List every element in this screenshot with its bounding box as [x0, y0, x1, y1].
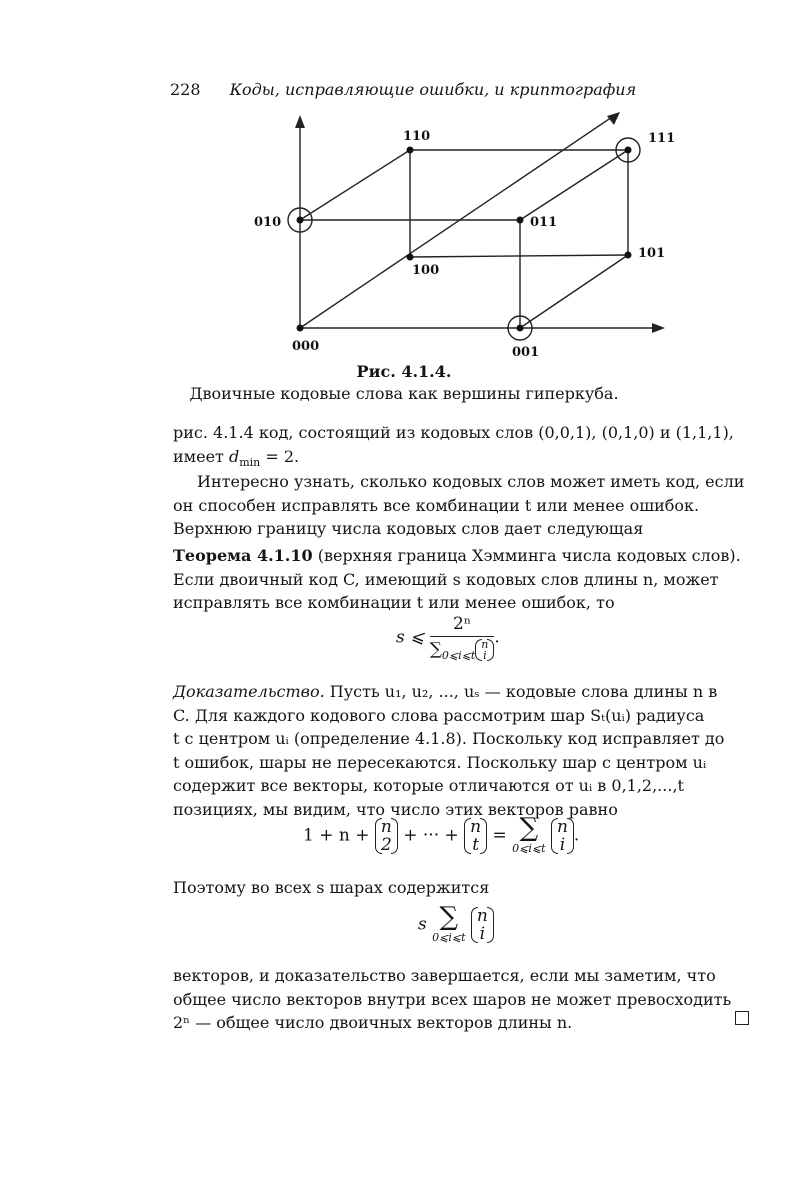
text-line: C. Для каждого кодового слова рассмотрим шар Sₜ(uᵢ) радиуса — [173, 705, 705, 725]
text-line: Поэтому во всех s шарах содержится — [173, 878, 490, 897]
text-line: имеет $d_{min} = 2$. — [173, 446, 300, 469]
vertex-011 — [517, 217, 524, 224]
text-line: рис. 4.1.4 код, состоящий из кодовых слов (0,0,1), (0,1,0) и (1,1,1), — [173, 423, 734, 442]
label-011: 011 — [530, 215, 558, 230]
vertical-axis-arrow — [295, 115, 305, 128]
horizontal-axis-arrow — [652, 323, 665, 333]
proof-continued — [173, 876, 751, 900]
text-line: 2ⁿ — общее число двоичных векторов длины n. — [173, 1013, 573, 1032]
label-101: 101 — [638, 246, 666, 261]
text-line: Доказательство. Пусть u₁, u₂, ..., uₛ — кодовые слова длины n в — [173, 682, 718, 701]
label-010: 010 — [254, 215, 282, 230]
label-001: 001 — [512, 345, 540, 360]
text-line: он способен исправлять все комбинации t или менее ошибок. — [173, 495, 700, 515]
diagonal-axis-arrow — [607, 112, 620, 125]
text-line: общее число векторов внутри всех шаров не может превосходить — [173, 989, 732, 1009]
text-line: исправлять все комбинации t или менее ошибок, то — [173, 593, 615, 612]
theorem-name: Теорема 4.1.10 — [173, 546, 313, 565]
text-line: t с центром uᵢ (определение 4.1.8). Поскольку код исправляет до — [173, 729, 725, 748]
page-number: 228 — [170, 80, 201, 99]
label-100: 100 — [412, 263, 440, 278]
figure-caption-text: Двоичные кодовые слова как вершины гиперкуба. — [189, 384, 619, 403]
text-line: Если двоичный код C, имеющий s кодовых слов длины n, может — [173, 569, 719, 589]
paragraph-intro — [173, 470, 751, 541]
running-header — [170, 80, 636, 99]
label-111: 111 — [648, 131, 676, 146]
vertex-100 — [407, 254, 414, 261]
text-line: t ошибок, шары не пересекаются. Поскольку шар с центром uᵢ — [173, 752, 707, 772]
vertex-110 — [407, 147, 414, 154]
text-line: векторов, и доказательство завершается, если мы заметим, что — [173, 966, 716, 985]
label-110: 110 — [403, 129, 431, 144]
hypercube-figure — [250, 110, 680, 365]
qed-square-icon — [735, 1011, 749, 1025]
ball-size-formula: 1 + n + n 2 + ··· + n t = ∑ 0⩽i⩽t n i . — [303, 813, 580, 855]
vertex-000 — [297, 325, 304, 332]
text-line: Интересно узнать, сколько кодовых слов может иметь код, если — [197, 472, 745, 491]
text-line: содержит все векторы, которые отличаются от uᵢ в 0,1,2,...,t — [173, 776, 684, 795]
hamming-bound-formula: s ⩽ 2ⁿ $\sum_{0⩽i⩽t}$ n i . — [396, 614, 500, 662]
text-line: Теорема 4.1.10 (верхняя граница Хэмминга числа кодовых слов). — [173, 546, 741, 565]
vertex-111 — [625, 147, 632, 154]
total-vectors-formula: s ∑ 0⩽i⩽t n i — [418, 904, 494, 946]
vertex-001 — [517, 325, 524, 332]
proof-conclusion — [173, 964, 751, 1035]
proof-block — [173, 680, 751, 821]
text-line: позициях, мы видим, что число этих векторов равно — [173, 799, 618, 819]
vertex-101 — [625, 252, 632, 259]
proof-name: Доказательство. — [173, 682, 325, 701]
paragraph-dmin — [173, 421, 751, 474]
label-000: 000 — [292, 339, 320, 354]
theorem-block — [173, 544, 751, 615]
vertex-010 — [297, 217, 304, 224]
figure-caption-label: Рис. 4.1.4. — [356, 362, 452, 381]
running-title: Коды, исправляющие ошибки, и криптография — [229, 80, 637, 99]
text-line: Верхнюю границу числа кодовых слов дает следующая — [173, 519, 644, 538]
